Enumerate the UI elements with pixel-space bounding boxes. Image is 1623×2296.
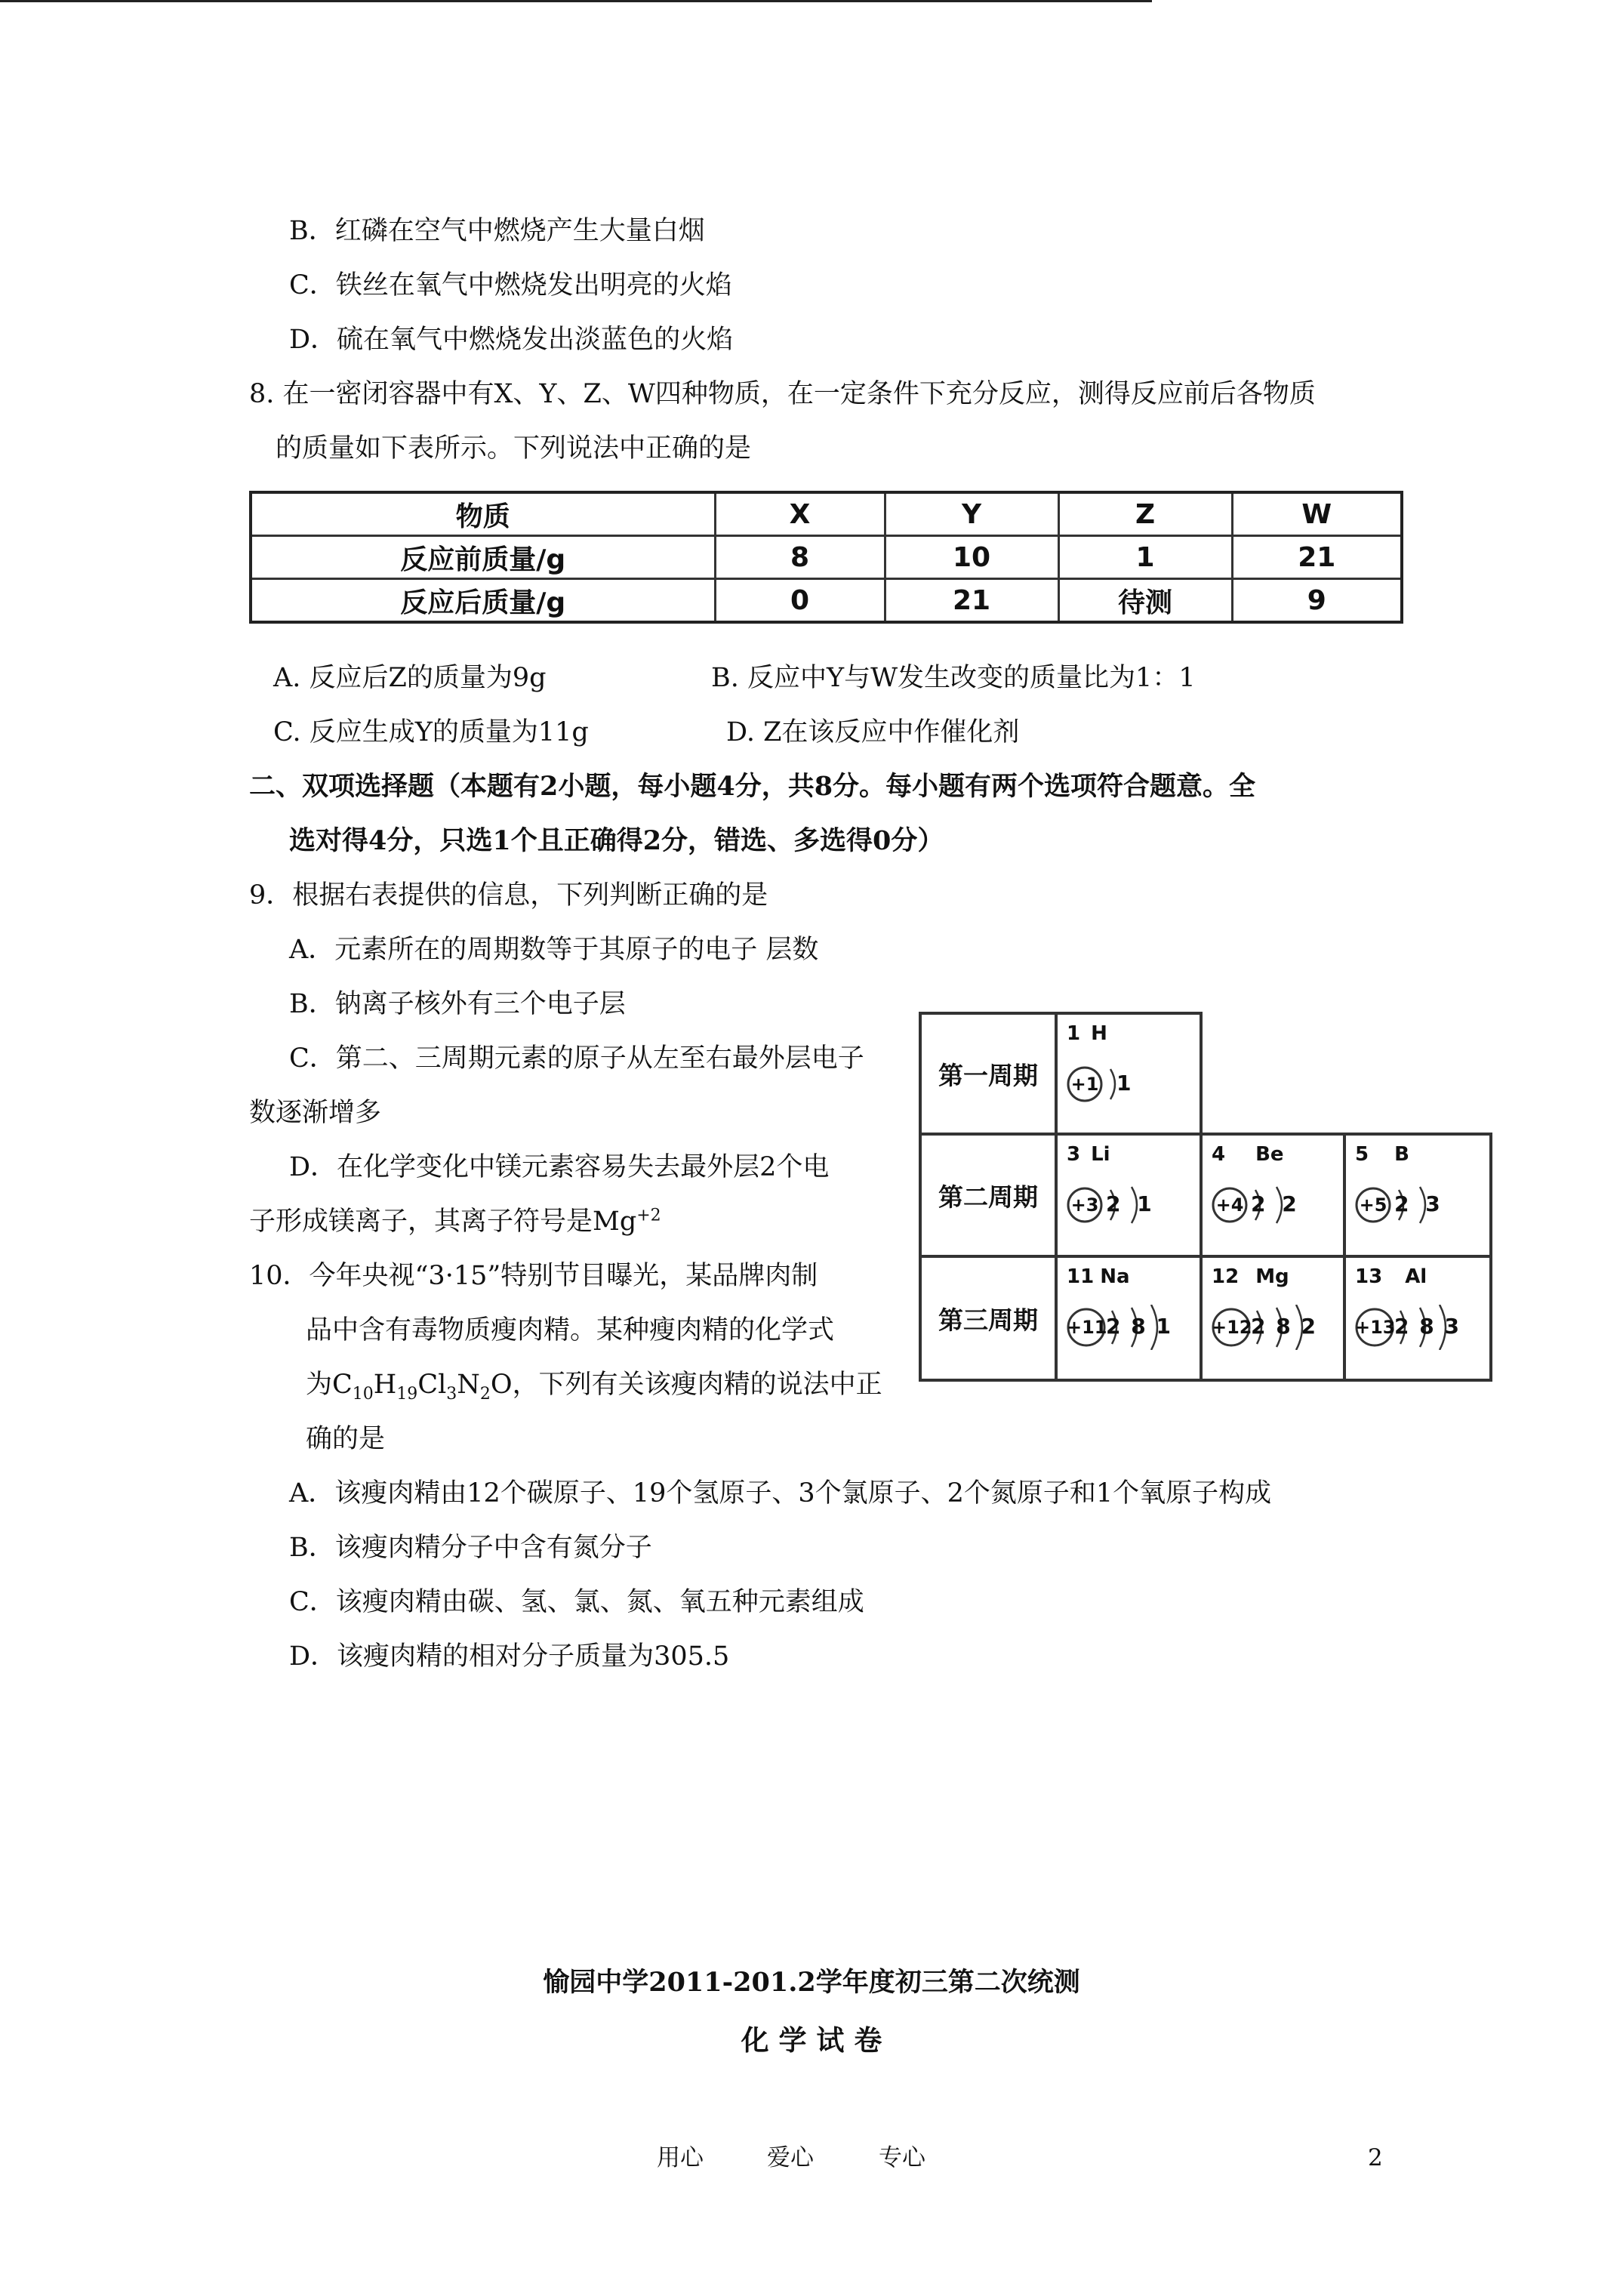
atom-diagram: +11 2 8 1	[1067, 1305, 1195, 1350]
section-2-heading-line2: 选对得4分，只选1个且正确得2分，错选、多选得0分）	[289, 825, 944, 856]
q7-option-b: B．红磷在空气中燃烧产生大量白烟	[289, 216, 705, 246]
q10-option-b: B．该瘦肉精分子中含有氮分子	[289, 1533, 652, 1563]
element-cell: 13 Al +13 2 8 3	[1343, 1255, 1492, 1382]
table-header-cell: 物质	[251, 492, 715, 536]
q7-option-c: C．铁丝在氧气中燃烧发出明亮的火焰	[289, 270, 732, 300]
element-cell: 3 Li +3 2 1	[1055, 1133, 1203, 1258]
table-cell: 9	[1232, 579, 1402, 623]
q10-stem-line2: 品中含有毒物质瘦肉精。某种瘦肉精的化学式	[306, 1315, 835, 1345]
table-row	[251, 492, 1402, 536]
table-row	[251, 579, 1402, 623]
table-cell: 8	[715, 536, 885, 579]
q9-option-c-line2: 数逐渐增多	[249, 1098, 382, 1128]
header-rule	[0, 0, 1152, 2]
element-cell: 12 Mg +12 2 8 2	[1200, 1255, 1346, 1382]
q9-option-d-line1: D．在化学变化中镁元素容易失去最外层2个电	[289, 1152, 830, 1182]
q10-stem-line1: 10．今年央视“3·15”特别节目曝光，某品牌肉制	[249, 1261, 818, 1291]
q8-stem-line2: 的质量如下表所示。下列说法中正确的是	[276, 433, 752, 464]
periodic-table	[919, 1012, 1492, 1382]
atom-diagram: +5 2 3	[1355, 1182, 1483, 1228]
q10-option-a: A．该瘦肉精由12个碳原子、19个氢原子、3个氯原子、2个氮原子和1个氧原子构成	[289, 1478, 1272, 1509]
q8-option-c: C. 反应生成Y的质量为11g	[273, 717, 589, 747]
table-cell: 反应前质量/g	[251, 536, 715, 579]
q7-option-d: D．硫在氧气中燃烧发出淡蓝色的火焰	[289, 325, 734, 355]
q9-stem: 9．根据右表提供的信息，下列判断正确的是	[249, 880, 768, 911]
atom-diagram: +4 2 2	[1212, 1182, 1340, 1228]
atom-diagram: +1 1	[1067, 1062, 1195, 1107]
period-label: 第二周期	[919, 1133, 1058, 1258]
footer-motto-1: 用心	[657, 2144, 704, 2171]
q10-option-c: C．该瘦肉精由碳、氢、氯、氮、氧五种元素组成	[289, 1587, 864, 1617]
q10-option-d: D．该瘦肉精的相对分子质量为305.5	[289, 1641, 730, 1672]
q9-option-c-line1: C．第二、三周期元素的原子从左至右最外层电子	[289, 1043, 864, 1074]
q9-option-d-line2: 子形成镁离子，其离子符号是$Mg^{+2}$	[249, 1206, 661, 1237]
q8-option-a: A. 反应后Z的质量为9g	[273, 663, 547, 693]
q10-stem-line3: 为$C_{10}H_{19}Cl_3N_2O$，下列有关该瘦肉精的说法中正	[306, 1370, 882, 1404]
exam-subject-title: 化 学 试 卷	[741, 2023, 882, 2057]
table-header-cell: W	[1232, 492, 1402, 536]
page-number: 2	[1368, 2144, 1383, 2171]
atom-diagram: +3 2 1	[1067, 1182, 1195, 1228]
q9-option-b: B．钠离子核外有三个电子层	[289, 989, 626, 1019]
element-cell: 5 B +5 2 3	[1343, 1133, 1492, 1258]
atom-diagram: +12 2 8 2	[1212, 1305, 1340, 1350]
exam-school-title: 愉园中学2011-201.2学年度初三第二次统测	[543, 1967, 1080, 1998]
table-header-cell: Z	[1058, 492, 1232, 536]
q10-stem-line4: 确的是	[306, 1424, 386, 1454]
table-cell: 1	[1058, 536, 1232, 579]
atom-diagram: +13 2 8 3	[1355, 1305, 1483, 1350]
element-cell: 1 H +1 1	[1055, 1012, 1203, 1136]
period-label: 第三周期	[919, 1255, 1058, 1382]
footer-motto-3: 专心	[879, 2144, 925, 2171]
q8-option-b: B. 反应中Y与W发生改变的质量比为1：1	[711, 663, 1196, 693]
table-cell: 10	[885, 536, 1058, 579]
footer-motto-2: 爱心	[767, 2144, 814, 2171]
table-cell: 21	[1232, 536, 1402, 579]
table-cell: 待测	[1058, 579, 1232, 623]
period-label: 第一周期	[919, 1012, 1058, 1136]
table-header-cell: X	[715, 492, 885, 536]
table-row	[251, 536, 1402, 579]
q8-option-d: D. Z在该反应中作催化剂	[726, 717, 1020, 747]
table-cell: 反应后质量/g	[251, 579, 715, 623]
table-header-cell: Y	[885, 492, 1058, 536]
table-cell: 21	[885, 579, 1058, 623]
q9-option-a: A．元素所在的周期数等于其原子的电子 层数	[289, 935, 819, 965]
element-cell: 4 Be +4 2 2	[1200, 1133, 1346, 1258]
q8-stem-line1: 8. 在一密闭容器中有X、Y、Z、W四种物质，在一定条件下充分反应，测得反应前后各物质	[249, 379, 1316, 409]
mass-table	[249, 491, 1403, 624]
element-cell: 11 Na +11 2 8 1	[1055, 1255, 1203, 1382]
table-cell: 0	[715, 579, 885, 623]
section-2-heading-line1: 二、双项选择题（本题有2小题，每小题4分，共8分。每小题有两个选项符合题意。全	[249, 771, 1256, 802]
